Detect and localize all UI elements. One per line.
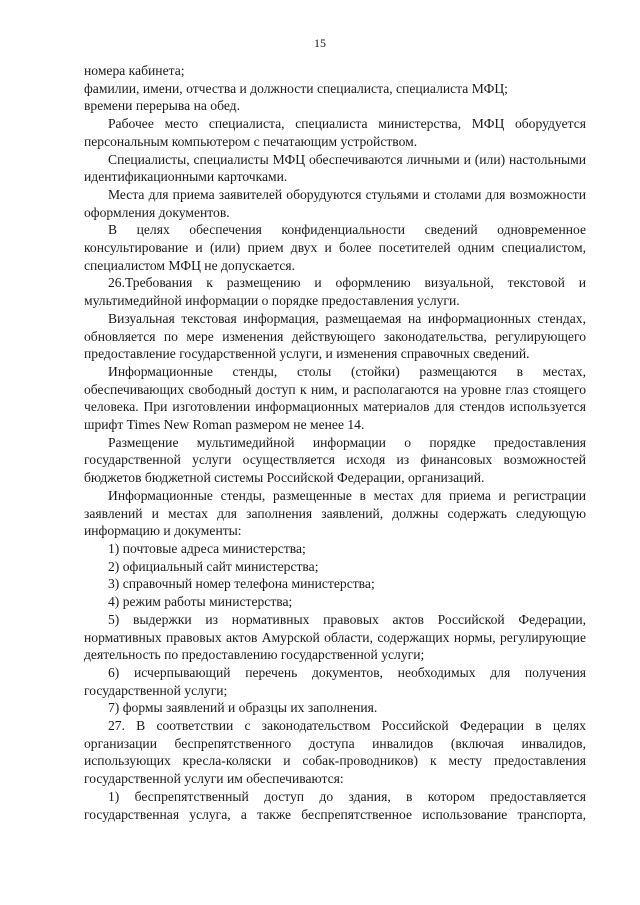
paragraph: В целях обеспечения конфиденциальности сведений одновременное консультирование и (или) прием двух и более посетителей одним специалистом, специалистом МФЦ не допускается. (84, 222, 586, 273)
paragraph: Места для приема заявителей оборудуются стульями и столами для возможности оформления документов. (84, 186, 586, 220)
paragraph: Визуальная текстовая информация, размещаемая на информационных стендах, обновляется по мере изменения действующего законодательства, регулирующего предоставление государственной услуги, и изменения справочных сведений. (84, 310, 586, 362)
list-item: 7) формы заявлений и образцы их заполнения. (108, 700, 378, 716)
list-item: 5) выдержки из нормативных правовых актов Российской Федерации, нормативных правовых актов Амурской области, содержащих нормы, регулирующие деятельность по предоставлению государственной услуги; (84, 611, 586, 663)
paragraph: Специалисты, специалисты МФЦ обеспечиваются личными и (или) настольными идентификационными карточками. (84, 151, 586, 185)
list-item: 2) официальный сайт министерства; (108, 558, 319, 574)
document-body (84, 62, 586, 823)
paragraph: Информационные стенды, размещенные в местах для приема и регистрации заявлений и местах для заполнения заявлений, должны содержать следующую информацию и документы: (84, 487, 586, 539)
paragraph: номера кабинета; (84, 63, 185, 78)
paragraph: времени перерыва на обед. (84, 98, 240, 114)
paragraph: Информационные стенды, столы (стойки) размещаются в местах, обеспечивающих свободный доступ к ним, и располагаются на уровне глаз стоящего человека. При изготовлении информационных материалов для стендов используется шрифт Times New Roman размером не менее 14. (84, 363, 586, 433)
list-item: 1) беспрепятственный доступ до здания, в котором предоставляется государственная услуга, а также беспрепятственное использование транспорта, (84, 788, 586, 822)
paragraph: фамилии, имени, отчества и должности специалиста, специалиста МФЦ; (84, 80, 508, 96)
list-item: 3) справочный номер телефона министерства; (108, 576, 375, 592)
list-item: 6) исчерпывающий перечень документов, необходимых для получения государственной услуги; (84, 664, 586, 698)
paragraph: Размещение мультимедийной информации о порядке предоставления государственной услуги осуществляется исходя из финансовых возможностей бюджетов бюджетной системы Российской Федерации, организаций. (84, 434, 586, 486)
paragraph: 26.Требования к размещению и оформлению визуальной, текстовой и мультимедийной информации о порядке предоставления услуги. (84, 275, 586, 309)
paragraph: 27. В соответствии с законодательством Российской Федерации в целях организации беспрепятственного доступа инвалидов (включая инвалидов, использующих кресла-коляски и собак-проводников) к месту предоставления государственной услуги им обеспечиваются: (84, 718, 586, 787)
paragraph: Рабочее место специалиста, специалиста министерства, МФЦ оборудуется персональным компьютером с печатающим устройством. (84, 116, 586, 149)
list-item: 4) режим работы министерства; (108, 594, 293, 610)
list-item: 1) почтовые адреса министерства; (108, 540, 306, 556)
page-number: 15 (314, 36, 326, 50)
